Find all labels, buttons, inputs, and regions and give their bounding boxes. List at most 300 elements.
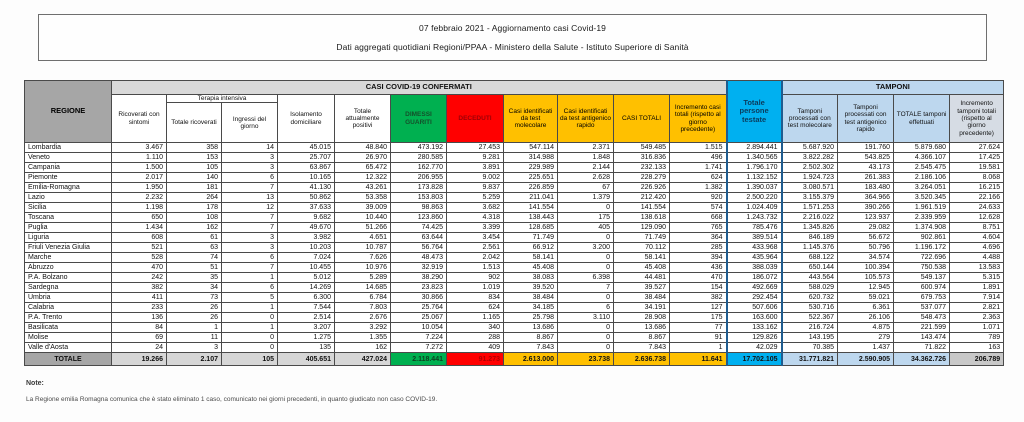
table-cell: 38.484: [614, 293, 670, 303]
table-cell: 100.394: [838, 263, 894, 273]
table-cell: 58.141: [614, 253, 670, 263]
table-cell: 10.203: [278, 243, 335, 253]
table-cell: 16.215: [950, 183, 1004, 193]
table-cell: 292.454: [727, 293, 782, 303]
table-row: [25, 313, 1004, 323]
total-cell: 405.651: [278, 353, 335, 366]
table-cell: 242: [112, 273, 167, 283]
table-cell: 2.628: [558, 173, 614, 183]
table-cell: 364: [670, 233, 727, 243]
header-totale-tamponi: TOTALE tamponi effettuati: [894, 95, 950, 143]
table-cell: 206.955: [391, 173, 447, 183]
table-cell: 48.840: [335, 143, 391, 153]
table-cell: 5.012: [278, 273, 335, 283]
table-cell: 394: [670, 253, 727, 263]
table-cell: 35: [167, 273, 222, 283]
table-cell: 0: [558, 233, 614, 243]
table-cell: 7: [222, 263, 278, 273]
total-cell: 2.107: [167, 353, 222, 366]
table-cell: 71.749: [614, 233, 670, 243]
table-cell: 3: [222, 153, 278, 163]
table-cell: 10.976: [335, 263, 391, 273]
region-name-cell: Sicilia: [25, 203, 112, 213]
table-cell: 4.604: [950, 233, 1004, 243]
table-cell: 4.488: [950, 253, 1004, 263]
table-cell: 7: [222, 213, 278, 223]
table-cell: 17.425: [950, 153, 1004, 163]
total-row-label: TOTALE: [25, 353, 112, 366]
table-cell: 225.651: [504, 173, 558, 183]
table-cell: 537.077: [894, 303, 950, 313]
table-cell: 6: [558, 303, 614, 313]
total-cell: 2.590.905: [838, 353, 894, 366]
table-cell: 7.272: [391, 343, 447, 353]
table-cell: 3: [222, 243, 278, 253]
table-cell: 390.266: [838, 203, 894, 213]
table-cell: 411: [112, 293, 167, 303]
table-cell: 1.513: [447, 263, 504, 273]
table-cell: 123.937: [838, 213, 894, 223]
table-cell: 186.072: [727, 273, 782, 283]
region-name-cell: Abruzzo: [25, 263, 112, 273]
header-tamponi-antigenico: Tamponi processati con test antigenico rapido: [838, 95, 894, 143]
table-cell: 2.676: [335, 313, 391, 323]
table-cell: 1.019: [447, 283, 504, 293]
table-cell: 74: [167, 253, 222, 263]
table-cell: 84: [112, 323, 167, 333]
table-row: [25, 213, 1004, 223]
table-cell: 45.015: [278, 143, 335, 153]
table-cell: 6: [222, 283, 278, 293]
table-cell: 2.363: [950, 313, 1004, 323]
table-cell: 229.989: [504, 163, 558, 173]
table-cell: 4.696: [950, 243, 1004, 253]
table-cell: 162: [335, 343, 391, 353]
table-cell: 12.945: [838, 283, 894, 293]
table-cell: 5.687.920: [782, 143, 838, 153]
table-row: [25, 333, 1004, 343]
table-cell: 98.863: [391, 203, 447, 213]
table-cell: 141.554: [614, 203, 670, 213]
total-cell: 34.362.726: [894, 353, 950, 366]
table-cell: 39.527: [614, 283, 670, 293]
table-cell: 7.843: [504, 343, 558, 353]
table-cell: 1.390.037: [727, 183, 782, 193]
table-cell: 920: [670, 193, 727, 203]
table-cell: 38.083: [504, 273, 558, 283]
table-cell: 34.574: [838, 253, 894, 263]
table-cell: 1.071: [950, 323, 1004, 333]
report-subtitle: Dati aggregati quotidiani Regioni/PPAA - Ministero della Salute - Istituto Superiore di Sanità: [336, 41, 689, 52]
table-cell: 91: [670, 333, 727, 343]
table-cell: 71.749: [504, 233, 558, 243]
table-cell: 405: [558, 223, 614, 233]
table-cell: 24.633: [950, 203, 1004, 213]
table-cell: 624: [670, 173, 727, 183]
table-row: [25, 183, 1004, 193]
table-cell: 8.751: [950, 223, 1004, 233]
table-cell: 39.009: [335, 203, 391, 213]
table-row: [25, 233, 1004, 243]
table-cell: 650.144: [782, 263, 838, 273]
table-cell: 216.724: [782, 323, 838, 333]
table-cell: 6.398: [558, 273, 614, 283]
table-cell: 14: [222, 143, 278, 153]
table-cell: 1.198: [112, 203, 167, 213]
table-cell: 22.166: [950, 193, 1004, 203]
table-cell: 3.110: [558, 313, 614, 323]
table-cell: 70.385: [782, 343, 838, 353]
table-cell: 2.514: [278, 313, 335, 323]
table-cell: 3.292: [335, 323, 391, 333]
table-cell: 10.455: [278, 263, 335, 273]
table-cell: 7.544: [278, 303, 335, 313]
table-cell: 0: [558, 203, 614, 213]
table-cell: 26.106: [838, 313, 894, 323]
table-cell: 153.803: [391, 193, 447, 203]
table-cell: 9.837: [447, 183, 504, 193]
table-cell: 470: [670, 273, 727, 283]
report-title-box: [38, 14, 987, 61]
table-cell: 722.696: [894, 253, 950, 263]
header-casi-test-molecolare: Casi identificati da test molecolare: [504, 95, 558, 143]
table-cell: 547.114: [504, 143, 558, 153]
header-incremento-casi: Incremento casi totali (rispetto al giorno precedente): [670, 95, 727, 143]
table-cell: 24: [112, 343, 167, 353]
table-cell: 3.467: [112, 143, 167, 153]
header-tamponi-molecolare: Tamponi processati con test molecolare: [782, 95, 838, 143]
table-cell: 1.275: [278, 333, 335, 343]
table-cell: 9.682: [278, 213, 335, 223]
table-cell: 29.082: [838, 223, 894, 233]
table-cell: 51.266: [335, 223, 391, 233]
table-cell: 226.859: [504, 183, 558, 193]
table-cell: 1.500: [112, 163, 167, 173]
table-cell: 2.561: [447, 243, 504, 253]
table-cell: 789: [950, 333, 1004, 343]
table-cell: 59.021: [838, 293, 894, 303]
table-cell: 14.269: [278, 283, 335, 293]
table-cell: 8.867: [504, 333, 558, 343]
table-cell: 30.866: [391, 293, 447, 303]
total-row: [25, 353, 1004, 366]
table-cell: 154: [670, 283, 727, 293]
table-cell: 61: [167, 233, 222, 243]
header-dimessi-guariti: DIMESSI GUARITI: [391, 95, 447, 143]
table-cell: 181: [167, 183, 222, 193]
table-cell: 56.764: [391, 243, 447, 253]
table-cell: 162.770: [391, 163, 447, 173]
table-cell: 261.383: [838, 173, 894, 183]
total-cell: 2.636.738: [614, 353, 670, 366]
table-cell: 153: [167, 153, 222, 163]
table-cell: 232.133: [614, 163, 670, 173]
table-cell: 66.912: [504, 243, 558, 253]
table-cell: 48.473: [391, 253, 447, 263]
table-cell: 264: [167, 193, 222, 203]
table-cell: 53.358: [335, 193, 391, 203]
table-row: [25, 143, 1004, 153]
table-cell: 73: [167, 293, 222, 303]
table-cell: 10.054: [391, 323, 447, 333]
covid-data-table: [24, 80, 1004, 366]
table-cell: 105: [167, 163, 222, 173]
table-cell: 45.408: [504, 263, 558, 273]
header-tamponi-banner: TAMPONI: [782, 81, 1004, 95]
table-cell: 1.924.723: [782, 173, 838, 183]
table-row: [25, 303, 1004, 313]
table-cell: 2.500.220: [727, 193, 782, 203]
table-cell: 183.480: [838, 183, 894, 193]
table-cell: 3.520.345: [894, 193, 950, 203]
table-cell: 650: [112, 213, 167, 223]
table-cell: 750.538: [894, 263, 950, 273]
table-cell: 0: [558, 343, 614, 353]
table-cell: 2.232: [112, 193, 167, 203]
table-cell: 143.195: [782, 333, 838, 343]
table-cell: 12: [222, 203, 278, 213]
note-text: La Regione emilia Romagna comunica che è stato eliminato 1 caso, comunicato nei giorni precedenti, in quanto giudicato non caso COVID-19.: [26, 396, 438, 403]
table-cell: 136: [112, 313, 167, 323]
table-cell: 902: [447, 273, 504, 283]
table-cell: 688.122: [782, 253, 838, 263]
table-cell: 0: [558, 253, 614, 263]
table-cell: 43.173: [838, 163, 894, 173]
table-cell: 37.633: [278, 203, 335, 213]
table-cell: 25.707: [278, 153, 335, 163]
table-cell: 1.374.908: [894, 223, 950, 233]
table-row: [25, 153, 1004, 163]
table-cell: 364.966: [838, 193, 894, 203]
table-cell: 765: [670, 223, 727, 233]
table-cell: 549.137: [894, 273, 950, 283]
table-cell: 69: [112, 333, 167, 343]
table-cell: 138.618: [614, 213, 670, 223]
table-cell: 23.823: [391, 283, 447, 293]
table-cell: 549.485: [614, 143, 670, 153]
table-cell: 608: [112, 233, 167, 243]
table-cell: 6: [222, 253, 278, 263]
table-cell: 2.144: [558, 163, 614, 173]
table-row: [25, 263, 1004, 273]
table-cell: 3.822.282: [782, 153, 838, 163]
table-cell: 382: [112, 283, 167, 293]
region-name-cell: Puglia: [25, 223, 112, 233]
table-cell: 7: [222, 223, 278, 233]
table-cell: 3.399: [447, 223, 504, 233]
table-cell: 135: [278, 343, 335, 353]
table-row: [25, 173, 1004, 183]
table-cell: 7.024: [278, 253, 335, 263]
table-cell: 316.836: [614, 153, 670, 163]
table-cell: 38.484: [504, 293, 558, 303]
header-casi-confermati-banner: CASI COVID-19 CONFERMATI: [112, 81, 727, 95]
table-cell: 0: [558, 263, 614, 273]
table-cell: 26: [167, 303, 222, 313]
region-name-cell: Valle d'Aosta: [25, 343, 112, 353]
table-cell: 409: [447, 343, 504, 353]
total-cell: 23.738: [558, 353, 614, 366]
table-cell: 1.196.172: [894, 243, 950, 253]
table-cell: 340: [447, 323, 504, 333]
table-cell: 280.585: [391, 153, 447, 163]
table-cell: 19.581: [950, 163, 1004, 173]
table-cell: 1.243.732: [727, 213, 782, 223]
table-cell: 3: [167, 343, 222, 353]
table-cell: 7.843: [614, 343, 670, 353]
table-cell: 12.628: [950, 213, 1004, 223]
table-cell: 71.822: [894, 343, 950, 353]
header-casi-totali: CASI TOTALI: [614, 95, 670, 143]
region-name-cell: Campania: [25, 163, 112, 173]
table-cell: 6.784: [335, 293, 391, 303]
table-cell: 178: [167, 203, 222, 213]
table-cell: 1.571.253: [782, 203, 838, 213]
table-cell: 1.950: [112, 183, 167, 193]
table-cell: 3.207: [278, 323, 335, 333]
table-cell: 1.110: [112, 153, 167, 163]
table-cell: 13.686: [504, 323, 558, 333]
table-cell: 358: [167, 143, 222, 153]
table-cell: 56.672: [838, 233, 894, 243]
table-cell: 1.848: [558, 153, 614, 163]
table-cell: 473.192: [391, 143, 447, 153]
table-cell: 588.029: [782, 283, 838, 293]
table-cell: 10.787: [335, 243, 391, 253]
table-cell: 0: [558, 323, 614, 333]
table-cell: 3.200: [558, 243, 614, 253]
table-cell: 10.165: [278, 173, 335, 183]
region-name-cell: P.A. Bolzano: [25, 273, 112, 283]
table-cell: 6: [222, 173, 278, 183]
table-cell: 1: [670, 343, 727, 353]
table-cell: 143.474: [894, 333, 950, 343]
table-cell: 4.651: [335, 233, 391, 243]
table-cell: 5.315: [950, 273, 1004, 283]
table-cell: 25.798: [504, 313, 558, 323]
table-cell: 133.162: [727, 323, 782, 333]
table-cell: 26: [167, 313, 222, 323]
region-name-cell: P.A. Trento: [25, 313, 112, 323]
table-cell: 123.860: [391, 213, 447, 223]
table-cell: 43.261: [335, 183, 391, 193]
region-name-cell: Piemonte: [25, 173, 112, 183]
table-cell: 9.002: [447, 173, 504, 183]
table-row: [25, 273, 1004, 283]
table-cell: 26.970: [335, 153, 391, 163]
table-cell: 28.908: [614, 313, 670, 323]
table-cell: 7.803: [335, 303, 391, 313]
table-cell: 108: [167, 213, 222, 223]
table-cell: 436: [670, 263, 727, 273]
table-cell: 27.624: [950, 143, 1004, 153]
total-cell: 206.789: [950, 353, 1004, 366]
region-name-cell: Calabria: [25, 303, 112, 313]
table-cell: 1: [222, 303, 278, 313]
table-cell: 77: [670, 323, 727, 333]
header-terapia-intensiva: Terapia intensiva: [167, 95, 278, 103]
header-ricoverati-con-sintomi: Ricoverati con sintomi: [112, 95, 167, 143]
table-cell: 2.339.959: [894, 213, 950, 223]
table-cell: 63.867: [278, 163, 335, 173]
table-cell: 1.355: [335, 333, 391, 343]
table-cell: 63: [167, 243, 222, 253]
table-cell: 1.345.826: [782, 223, 838, 233]
table-cell: 433.968: [727, 243, 782, 253]
table-cell: 175: [558, 213, 614, 223]
total-cell: 91.273: [447, 353, 504, 366]
table-cell: 50.796: [838, 243, 894, 253]
region-name-cell: Lombardia: [25, 143, 112, 153]
table-cell: 34: [167, 283, 222, 293]
table-cell: 7.224: [391, 333, 447, 343]
table-cell: 105.573: [838, 273, 894, 283]
table-cell: 228.279: [614, 173, 670, 183]
table-cell: 3.264.051: [894, 183, 950, 193]
table-cell: 5.879.680: [894, 143, 950, 153]
table-cell: 11: [167, 333, 222, 343]
table-cell: 314.988: [504, 153, 558, 163]
table-cell: 34.191: [614, 303, 670, 313]
table-cell: 288: [447, 333, 504, 343]
table-cell: 163: [950, 343, 1004, 353]
header-totale-attualmente-positivi: Totale attualmente positivi: [335, 95, 391, 143]
table-cell: 470: [112, 263, 167, 273]
table-cell: 443.564: [782, 273, 838, 283]
table-cell: 600.974: [894, 283, 950, 293]
table-cell: 279: [838, 333, 894, 343]
table-cell: 74.425: [391, 223, 447, 233]
table-cell: 14.685: [335, 283, 391, 293]
table-cell: 1.891: [950, 283, 1004, 293]
table-cell: 389.514: [727, 233, 782, 243]
table-cell: 1.961.519: [894, 203, 950, 213]
table-cell: 2.017: [112, 173, 167, 183]
table-row: [25, 163, 1004, 173]
table-cell: 50.862: [278, 193, 335, 203]
table-cell: 1.024.409: [727, 203, 782, 213]
table-cell: 496: [670, 153, 727, 163]
table-cell: 138.443: [504, 213, 558, 223]
table-cell: 5: [222, 293, 278, 303]
region-name-cell: Umbria: [25, 293, 112, 303]
table-cell: 1.515: [670, 143, 727, 153]
table-cell: 1.165: [447, 313, 504, 323]
table-cell: 846.189: [782, 233, 838, 243]
table-row: [25, 243, 1004, 253]
table-cell: 2.042: [447, 253, 504, 263]
table-cell: 8.068: [950, 173, 1004, 183]
table-cell: 382: [670, 293, 727, 303]
table-cell: 679.753: [894, 293, 950, 303]
table-row: [25, 203, 1004, 213]
table-cell: 0: [222, 343, 278, 353]
table-cell: 191.760: [838, 143, 894, 153]
table-cell: 13.583: [950, 263, 1004, 273]
table-cell: 9.281: [447, 153, 504, 163]
table-cell: 1.379: [558, 193, 614, 203]
table-row: [25, 293, 1004, 303]
total-cell: 427.024: [335, 353, 391, 366]
table-cell: 834: [447, 293, 504, 303]
table-cell: 173.828: [391, 183, 447, 193]
notes-label: Note:: [26, 380, 44, 387]
table-cell: 1: [222, 323, 278, 333]
table-cell: 435.964: [727, 253, 782, 263]
table-cell: 2.186.106: [894, 173, 950, 183]
table-cell: 5.289: [335, 273, 391, 283]
table-cell: 39.520: [504, 283, 558, 293]
